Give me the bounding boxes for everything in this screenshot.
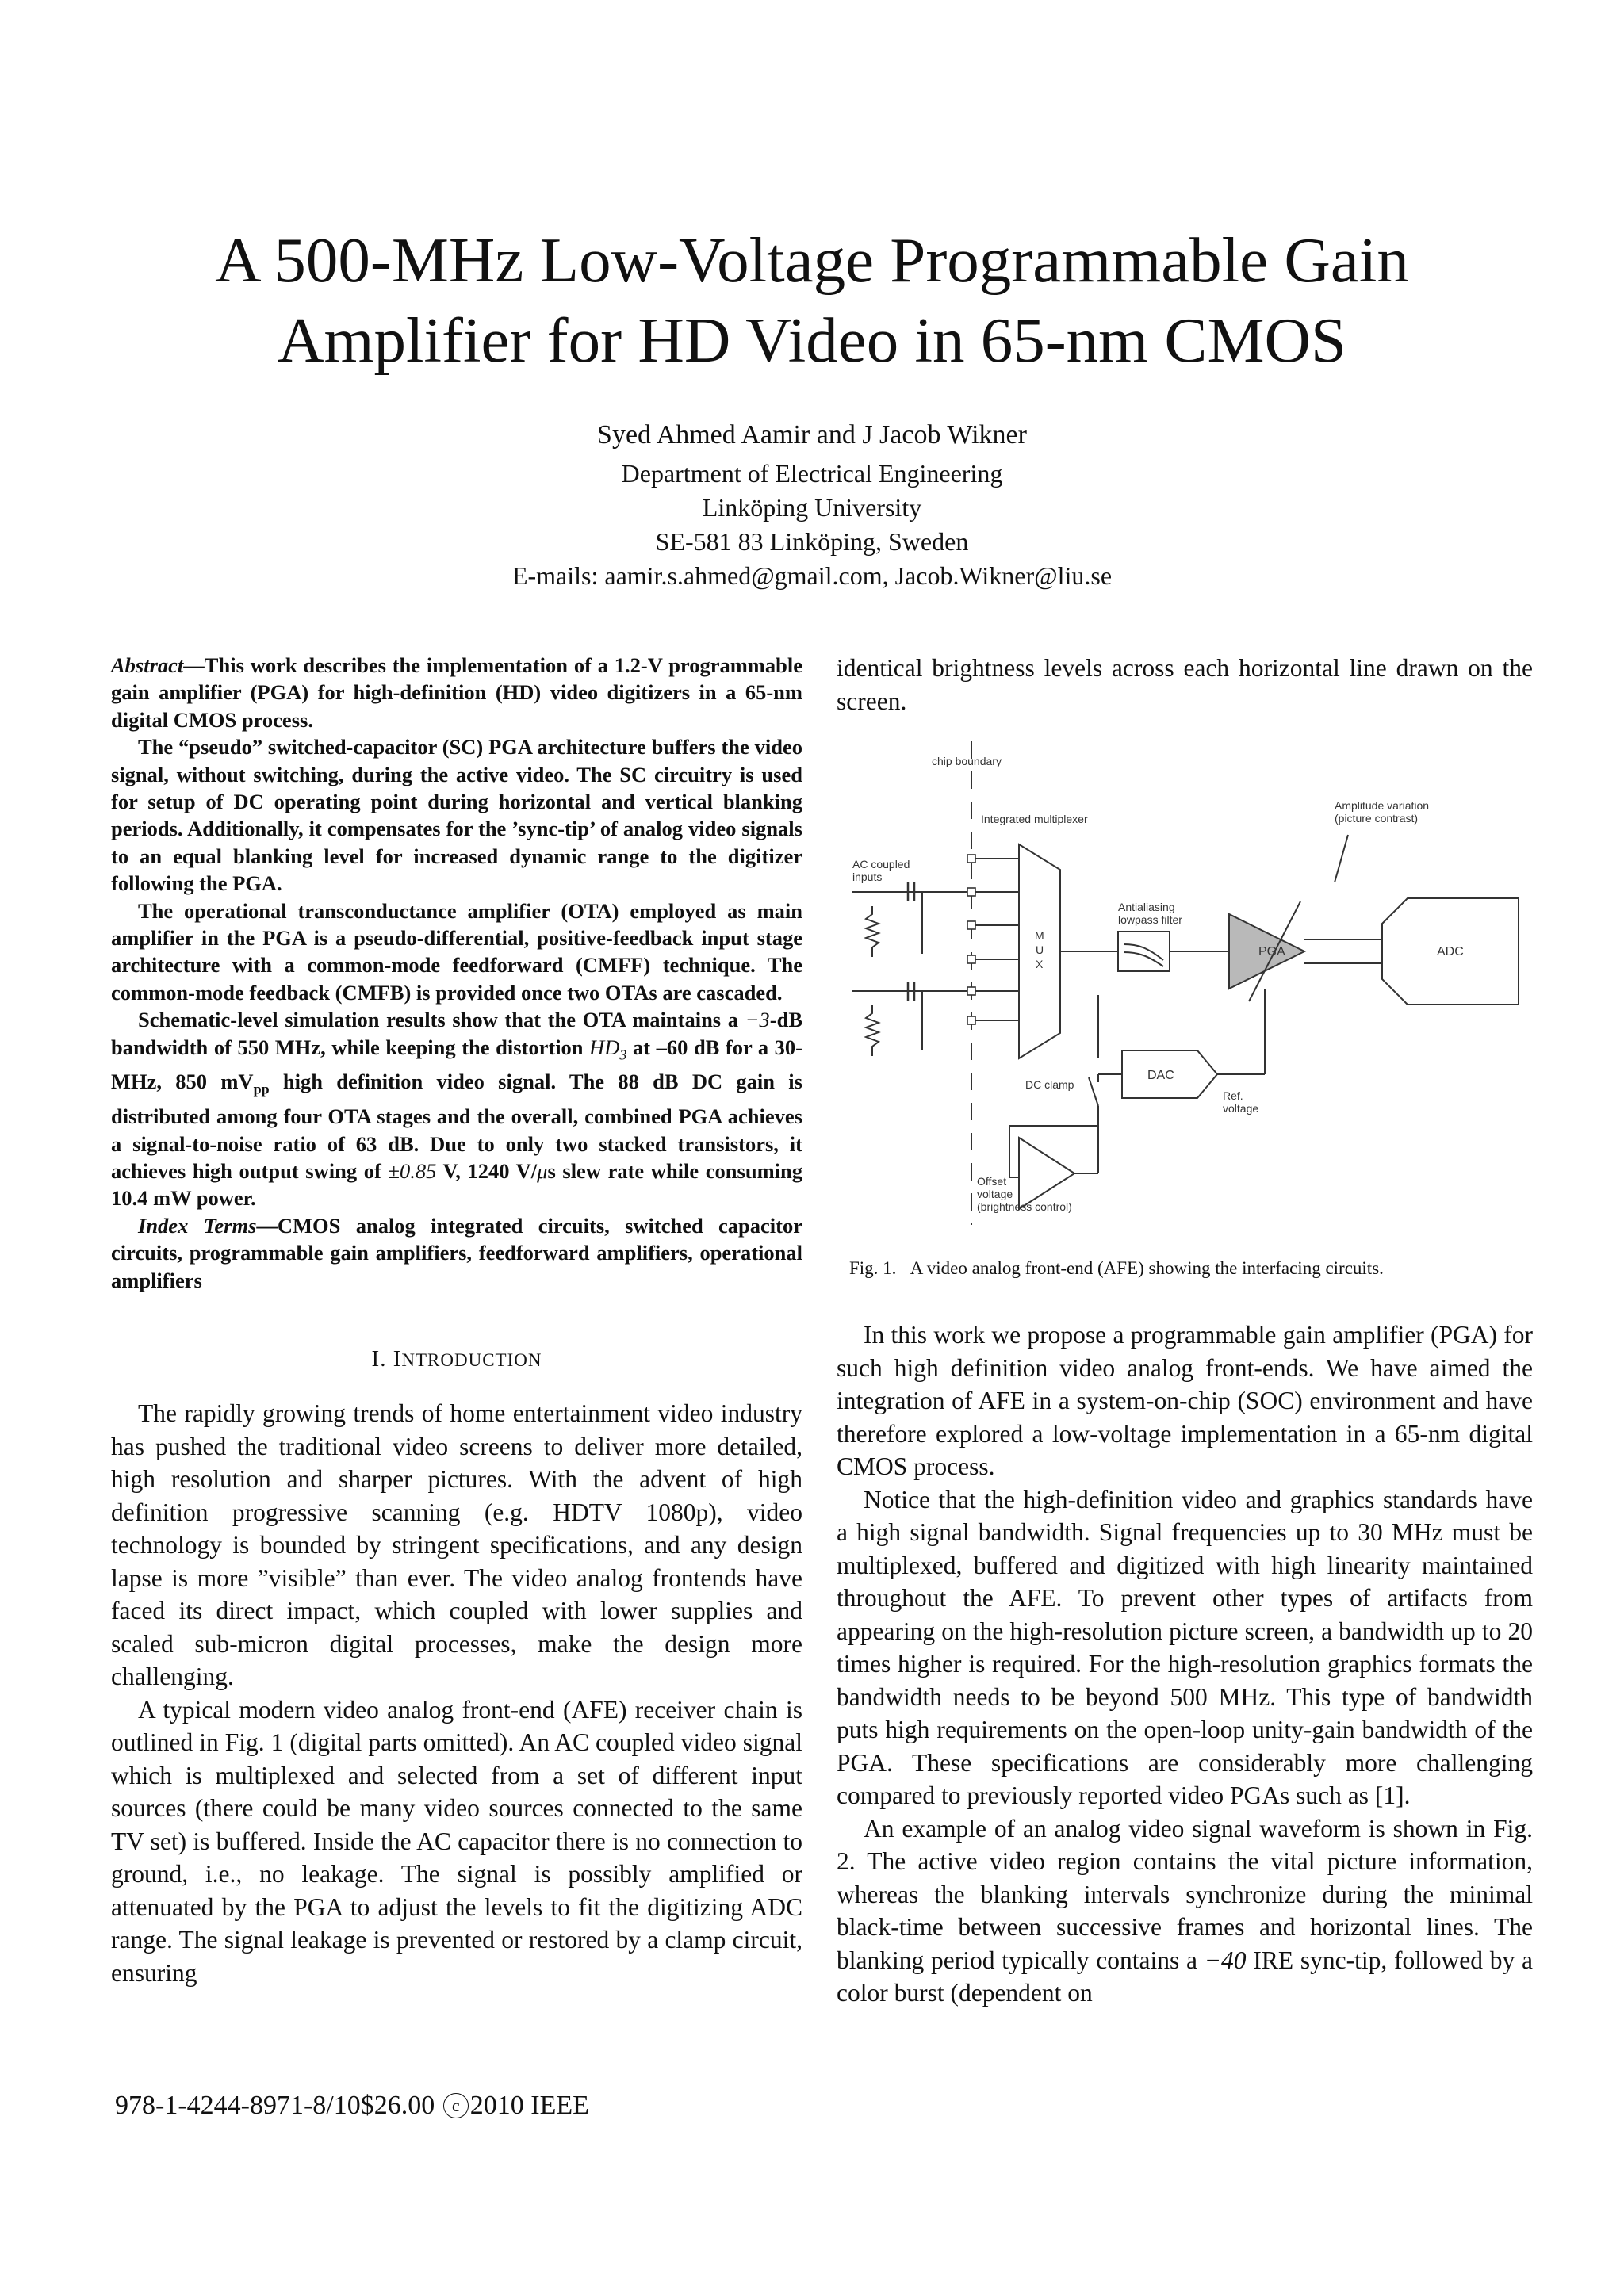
index-terms: Index Terms—CMOS analog integrated circuits, switched capacitor circuits, programmable gain amplifiers, feedforward amplifiers, operational amplifiers: [111, 1213, 802, 1292]
label-offset-3: (brightness control): [977, 1200, 1072, 1213]
intro-paragraph-2: A typical modern video analog front-end (AFE) receiver chain is outlined in Fig. 1 (digital parts omitted). An AC coupled video signal which is multiplexed and selected from a set of different input sources (there could be many video sources connected to the same TV set) is buffered. Inside the AC capacitor there is no connection to ground, i.e., no leakage. The signal is possibly amplified or attenuated by the PGA to adjust the levels to fit the digitizing ADC range. The signal leakage is prevented or restored by a clamp circuit, ensuring: [111, 1695, 802, 1987]
affiliation-university: Linköping University: [702, 493, 922, 522]
figure-1-caption-text: A video analog front-end (AFE) showing the interfacing circuits.: [910, 1258, 1384, 1278]
section-numeral: I. I: [371, 1345, 402, 1372]
title-line-2: Amplifier for HD Video in 65-nm CMOS: [277, 304, 1347, 376]
label-ac-coupled-2: inputs: [852, 871, 883, 883]
abstract-paragraph-4: [111, 1006, 802, 1211]
afe-block-diagram: [837, 733, 1533, 1257]
intro-paragraph-3: In this work we propose a programmable gain amplifier (PGA) for such high definition video analog front-ends. We have aimed the integration of AFE in a system-on-chip (SOC) environment and have therefore explored a low-voltage implementation in a 65-nm digital CMOS process.: [837, 1321, 1533, 1480]
copyright-symbol: c: [443, 2093, 469, 2118]
math-mu: μ: [537, 1158, 548, 1183]
abstract-text-4j: V, 1240 V/: [436, 1158, 538, 1183]
index-terms-label: Index Terms: [138, 1213, 257, 1238]
footer-year-org: 2010 IEEE: [469, 2091, 589, 2120]
abstract-text-4h: high definition video signal. The 88 dB DC gain is distributed among four OTA stages and the overall, combined PGA achieves a signal-to-noise ratio of 63 dB. Due to only two stacked transistors, it achieves high output swing of: [111, 1070, 802, 1183]
title-line-1: A 500-MHz Low-Voltage Programmable Gain: [215, 224, 1409, 296]
index-terms-text: CMOS analog integrated circuits, switched capacitor circuits, programmable gain amplifiers, feedforward amplifiers, operational amplifiers: [111, 1213, 802, 1292]
author-names: Syed Ahmed Aamir and J Jacob Wikner: [597, 420, 1027, 450]
label-antialiasing-1: Antialiasing: [1118, 901, 1175, 913]
figure-1-caption: [849, 1257, 1533, 1280]
label-mux-m: M: [1035, 929, 1044, 942]
label-dac: DAC: [1147, 1069, 1174, 1082]
intro-text-5c: IRE sync-tip, followed by a color burst (dependent on: [837, 1946, 1533, 2007]
intro-paragraph-1: The rapidly growing trends of home entertainment video industry has pushed the traditional video screens to deliver more detailed, high resolution and sharper pictures. With the advent of high definition progressive scanning (e.g. HDTV 1080p), video technology is bounded by stringent specifications, and any design lapse is more ”visible” than ever. The video analog frontends have faced its direct impact, which coupled with lower supplies and scaled sub-micron digital processes, make the design more challenging.: [111, 1399, 802, 1691]
label-antialiasing-2: lowpass filter: [1118, 913, 1182, 926]
label-pga: PGA: [1258, 945, 1285, 959]
label-ref-1: Ref.: [1223, 1089, 1243, 1102]
label-offset-2: voltage: [977, 1188, 1013, 1200]
resistor-2: [866, 1005, 879, 1056]
abstract-paragraph-1: Abstract—This work describes the implementation of a 1.2-V programmable gain amplifier (PGA) for high-definition (HD) video digitizers in a 65-nm digital CMOS process.: [111, 653, 802, 732]
figure-1-label: Fig. 1.: [849, 1258, 897, 1278]
resistor-1: [866, 906, 879, 957]
math-hd-subscript: 3: [619, 1046, 627, 1062]
math-swing: ±0.85: [388, 1158, 437, 1183]
abstract-text-4f: at –60 dB for a 30-MHz, 850 mV: [111, 1035, 802, 1094]
math-minus-40: −40: [1204, 1946, 1247, 1974]
intro-paragraph-5: [837, 1812, 1533, 2010]
footer-isbn: 978-1-4244-8971-8/10$26.00: [115, 2091, 435, 2120]
label-amplitude-2: (picture contrast): [1335, 812, 1419, 825]
intro-paragraph-4: Notice that the high-definition video and graphics standards have a high signal bandwidth. Signal frequencies up to 30 MHz must be multiplexed, buffered and digitized with high linearity maintained throughout the AFE. To prevent other types of artifacts from appearing on the high-resolution picture screen, a bandwidth up to 20 times higher is required. For the high-resolution graphics formats the bandwidth needs to be beyond 500 MHz. This type of bandwidth puts high requirements on the open-loop unity-gain bandwidth of the PGA. These specifications are considerably more challenging compared to previously reported video PGAs such as [1].: [837, 1485, 1533, 1809]
label-mux-u: U: [1036, 943, 1044, 956]
affiliation-address: SE-581 83 Linköping, Sweden: [655, 527, 969, 556]
left-column: [111, 652, 802, 1989]
offset-opamp: [1019, 1138, 1074, 1209]
label-offset-1: Offset: [977, 1175, 1007, 1188]
abstract-label: Abstract: [111, 653, 184, 677]
math-hd: HD: [589, 1035, 620, 1059]
math-minus-3: −3: [745, 1008, 770, 1032]
affiliation-department: Department of Electrical Engineering: [621, 459, 1003, 488]
pp-subscript: pp: [253, 1081, 270, 1097]
abstract-text-4a: Schematic-level simulation results show that the OTA maintains a: [138, 1008, 745, 1032]
section-name: NTRODUCTION: [401, 1349, 542, 1370]
abstract-text-4c: -dB bandwidth of 550 MHz, while keeping the distortion: [111, 1008, 802, 1059]
copyright-footer: [115, 2090, 589, 2122]
label-dc-clamp: DC clamp: [1025, 1078, 1074, 1091]
intro-paragraph-2-continued: identical brightness levels across each horizontal line drawn on the screen.: [837, 654, 1533, 715]
label-mux-x: X: [1036, 958, 1044, 970]
label-ref-2: voltage: [1223, 1102, 1259, 1115]
label-ac-coupled-1: AC coupled: [852, 858, 910, 871]
right-column: [837, 652, 1533, 2010]
label-chip-boundary: chip boundary: [932, 755, 1002, 767]
abstract-text-4l: s slew rate while consuming 10.4 mW power.: [111, 1158, 803, 1211]
affiliation-emails: E-mails: aamir.s.ahmed@gmail.com, Jacob.Wikner@liu.se: [511, 561, 1113, 590]
label-adc: ADC: [1437, 945, 1464, 959]
section-heading-introduction: [111, 1343, 802, 1377]
paper-title: [119, 220, 1505, 381]
abstract-paragraph-3: The operational transconductance amplifier (OTA) employed as main amplifier in the PGA is a pseudo-differential, positive-feedback input stage architecture with a common-mode feedforward (CMFF) technique. The common-mode feedback (CMFB) is provided once two OTAs are cascaded.: [111, 898, 802, 1004]
figure-1: [837, 733, 1533, 1257]
abstract-paragraph-2: The “pseudo” switched-capacitor (SC) PGA architecture buffers the video signal, without switching, during the active video. The SC circuitry is used for setup of DC operating point during horizontal and vertical blanking periods. Additionally, it compensates for the ’sync-tip’ of analog video signals to an equal blanking level for increased dynamic range to the digitizer following the PGA.: [111, 735, 802, 896]
label-integrated-mux: Integrated multiplexer: [981, 813, 1088, 825]
abstract-text-1: This work describes the implementation of a 1.2-V programmable gain amplifier (PGA) for high-definition (HD) video digitizers in a 65-nm digital CMOS process.: [111, 653, 802, 732]
intro-text-5a: An example of an analog video signal waveform is shown in Fig. 2. The active video region contains the vital picture information, whereas the blanking intervals synchronize during the minimal black-time between successive frames and horizontal lines. The blanking period typically contains a: [837, 1814, 1533, 1974]
label-amplitude-1: Amplitude variation: [1335, 799, 1430, 812]
